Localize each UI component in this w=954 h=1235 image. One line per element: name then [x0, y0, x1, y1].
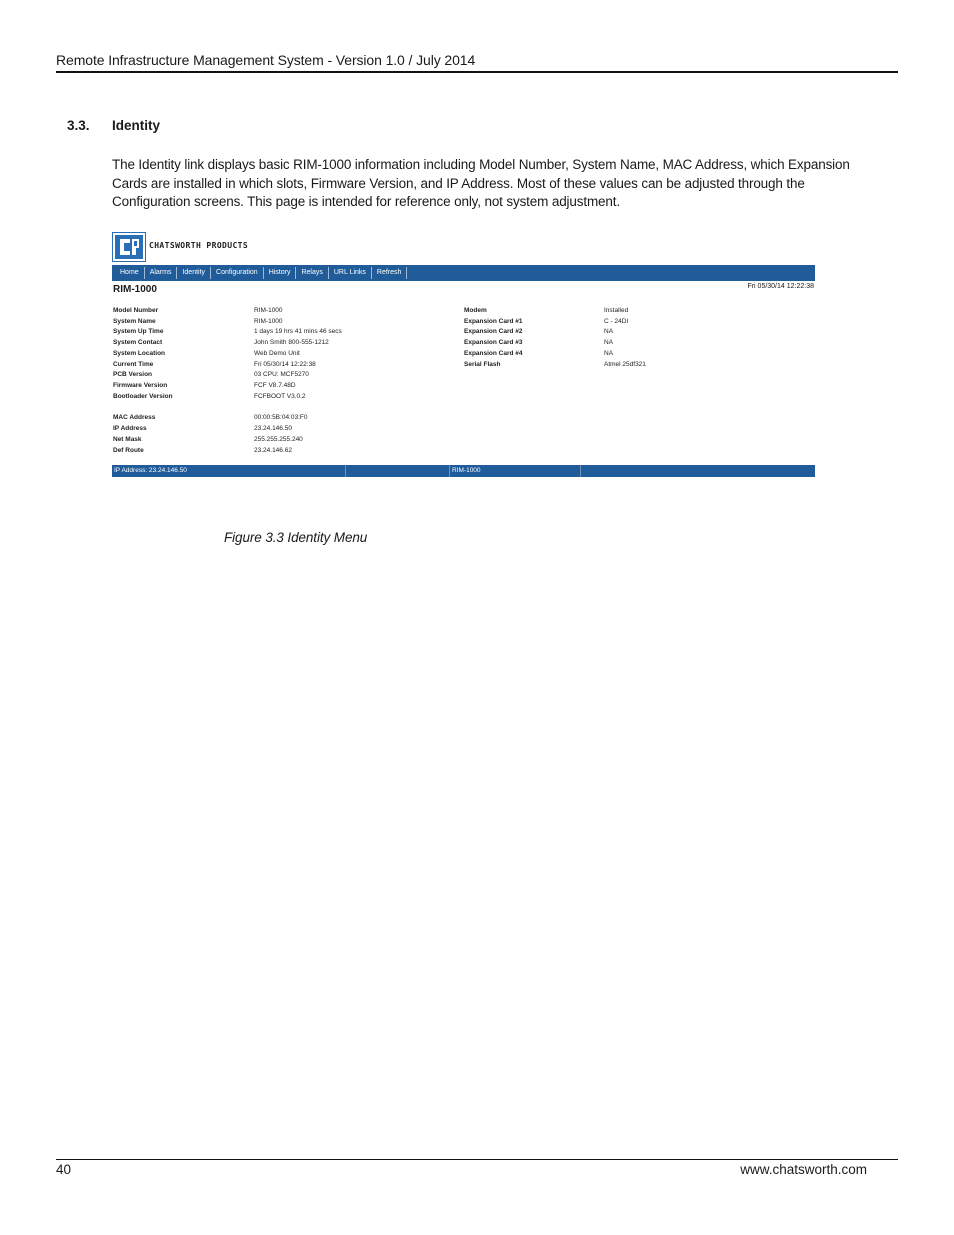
footer-website: www.chatsworth.com: [740, 1162, 867, 1177]
nav-url-links[interactable]: URL Links: [329, 267, 372, 279]
device-title: RIM-1000: [113, 284, 157, 295]
nav-home[interactable]: Home: [115, 267, 145, 279]
page-number: 40: [56, 1162, 72, 1177]
network-label-net-mask: Net Mask: [113, 436, 142, 443]
network-label-ip-address: IP Address: [113, 425, 147, 432]
hw-label-expansion-card-1: Expansion Card #1: [464, 318, 523, 325]
hw-value-expansion-card-1: C - 24DI: [604, 318, 629, 325]
info-label-pcb-version: PCB Version: [113, 371, 153, 378]
status-cell-empty-2: [581, 465, 815, 477]
nav-alarms[interactable]: Alarms: [145, 267, 178, 279]
hw-label-expansion-card-4: Expansion Card #4: [464, 350, 523, 357]
hw-value-modem: Installed: [604, 307, 629, 314]
info-label-system-contact: System Contact: [113, 339, 163, 346]
hw-label-modem: Modem: [464, 307, 487, 314]
hw-label-expansion-card-3: Expansion Card #3: [464, 339, 523, 346]
info-value-pcb-version: 03 CPU: MCF5270: [254, 371, 309, 378]
brand-name: CHATSWORTH PRODUCTS: [149, 241, 249, 250]
info-label-current-time: Current Time: [113, 361, 154, 368]
info-label-system-location: System Location: [113, 350, 166, 357]
status-ip-address: IP Address: 23.24.146.50: [112, 465, 346, 477]
status-cell-empty-1: [346, 465, 450, 477]
network-value-def-route: 23.24.146.62: [254, 447, 292, 454]
network-label-mac-address: MAC Address: [113, 414, 156, 421]
hw-value-expansion-card-3: NA: [604, 339, 614, 346]
info-label-firmware-version: Firmware Version: [113, 382, 168, 389]
nav-relays[interactable]: Relays: [296, 267, 328, 279]
nav-identity[interactable]: Identity: [177, 267, 211, 279]
status-device-name: RIM-1000: [450, 465, 581, 477]
info-value-system-name: RIM-1000: [254, 318, 283, 325]
info-value-bootloader-version: FCFBOOT V3.0.2: [254, 393, 306, 400]
info-label-bootloader-version: Bootloader Version: [113, 393, 173, 400]
nav-history[interactable]: History: [264, 267, 297, 279]
info-value-system-up-time: 1 days 19 hrs 41 mins 46 secs: [254, 328, 342, 335]
info-label-system-name: System Name: [113, 318, 156, 325]
info-label-system-up-time: System Up Time: [113, 328, 164, 335]
hw-value-serial-flash: Atmel 25df321: [604, 361, 646, 368]
nav-refresh[interactable]: Refresh: [372, 267, 408, 279]
network-label-def-route: Def Route: [113, 447, 144, 454]
info-value-system-contact: John Smith 800-555-1212: [254, 339, 329, 346]
hw-value-expansion-card-4: NA: [604, 350, 614, 357]
info-value-model-number: RIM-1000: [254, 307, 283, 314]
chatsworth-logo-icon: [112, 232, 146, 262]
info-label-model-number: Model Number: [113, 307, 159, 314]
document-header-title: Remote Infrastructure Management System - Version 1.0 / July 2014: [56, 52, 476, 68]
footer-divider: [56, 1159, 898, 1160]
section-title: Identity: [112, 118, 161, 133]
hw-label-expansion-card-2: Expansion Card #2: [464, 328, 523, 335]
info-value-current-time: Fri 05/30/14 12:22:38: [254, 361, 316, 368]
main-nav-bar: [112, 265, 815, 281]
hw-label-serial-flash: Serial Flash: [464, 361, 501, 368]
info-value-firmware-version: FCF V8.7.48D: [254, 382, 296, 389]
nav-configuration[interactable]: Configuration: [211, 267, 264, 279]
network-value-net-mask: 255.255.255.240: [254, 436, 303, 443]
header-divider: [56, 71, 898, 73]
figure-caption: Figure 3.3 Identity Menu: [224, 530, 368, 545]
network-value-ip-address: 23.24.146.50: [254, 425, 292, 432]
status-bar: [112, 465, 815, 477]
section-number: 3.3.: [67, 118, 90, 133]
network-value-mac-address: 00:00:5B:04:03:F0: [254, 414, 308, 421]
device-timestamp: Fri 05/30/14 12:22:38: [747, 283, 814, 290]
section-intro-paragraph: The Identity link displays basic RIM-1000 information including Model Number, System Name, MAC Address, which Expansion Cards are installed in which slots, Firmware Version, and IP Address. Most of these values can be adjusted through the Configuration screens. This page is intended for reference only, not system adjustment.: [112, 157, 850, 209]
hw-value-expansion-card-2: NA: [604, 328, 614, 335]
info-value-system-location: Web Demo Unit: [254, 350, 300, 357]
